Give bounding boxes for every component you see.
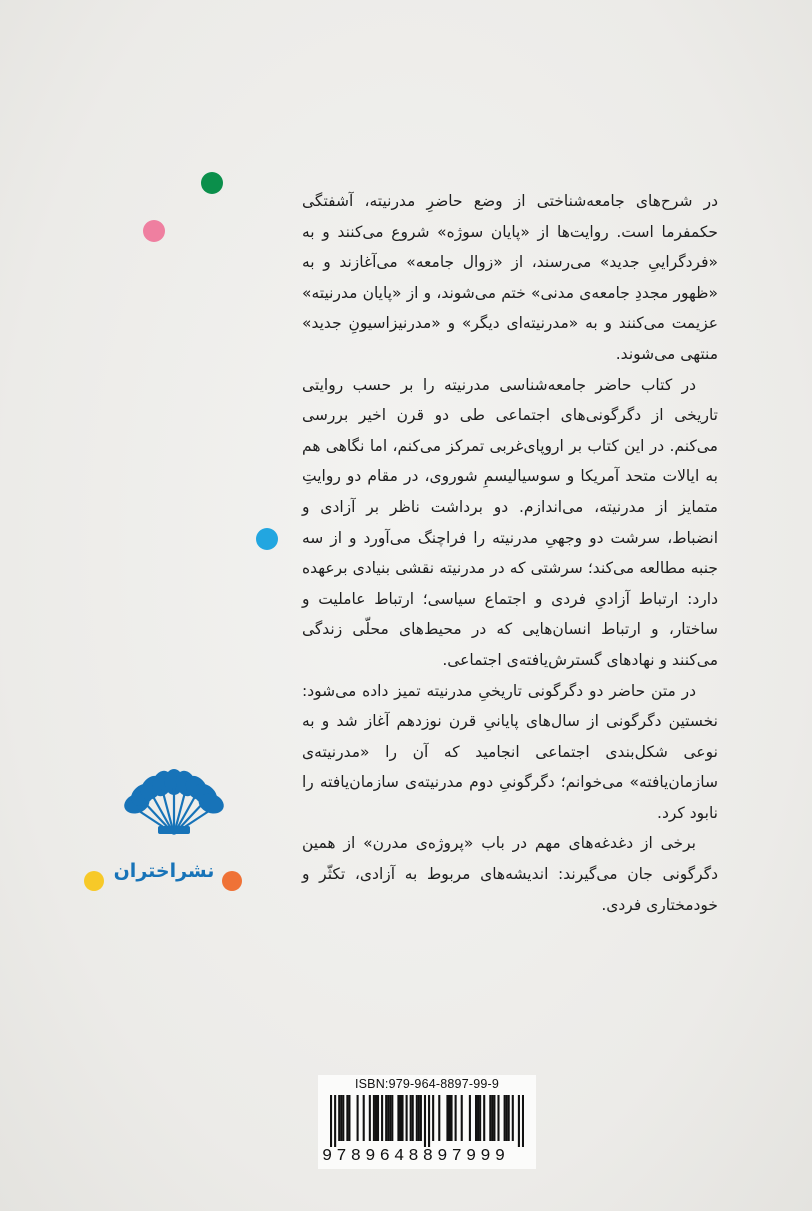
barcode-bar xyxy=(399,1095,401,1141)
barcode-bar xyxy=(412,1095,414,1141)
publisher-logo-icon xyxy=(118,762,230,838)
barcode-bar xyxy=(410,1095,412,1141)
barcode-bar xyxy=(338,1095,340,1141)
isbn-text: ISBN:979-964-8897-99-9 xyxy=(354,1077,500,1091)
barcode-bar xyxy=(381,1095,383,1141)
blurb-paragraph: در متن حاضر دو دگرگونی تاریخیِ مدرنیته تمیز داده می‌شود: نخستین دگرگونی از سال‌های پایانیِ قرن نوزدهم آغاز شد و به نوعی شکل‌بندی اجتماعی انجامید که آن را «مدرنیته‌ی سازمان‌یافته» می‌خوانم؛ دگرگونیِ دوم مدرنیته‌ی سازمان‌یافته را نابود کرد. xyxy=(302,681,718,822)
barcode-bar xyxy=(389,1095,391,1141)
barcode-bar xyxy=(497,1095,499,1141)
barcode-bar xyxy=(489,1095,491,1141)
barcode-bar xyxy=(508,1095,510,1141)
blurb-paragraph: برخی از دغدغه‌های مهم در باب «پروژه‌ی مدرن» از همین دگرگونی جان می‌گیرند: اندیشه‌های مربوط به آزادی، تکثّر و خودمختاری فردی. xyxy=(302,834,718,914)
barcode-bar xyxy=(334,1095,336,1147)
barcode-bar xyxy=(428,1095,430,1147)
barcode-bar xyxy=(416,1095,418,1141)
blurb-paragraph: در شرح‌های جامعه‌شناختی از وضع حاضرِ مدرنیته، آشفتگی حکمفرما است. روایت‌ها از «پایان سوژه» شروع می‌کنند و به «فردگراییِ جدید» می‌رسند، از «زوال جامعه» می‌آغازند و به «ظهور مجددِ جامعه‌ی مدنی» ختم می‌شوند، و از «پایان مدرنیته» عزیمت می‌کنند و به «مدرنیته‌ای دیگر» و «مدرنیزاسیونِ جدید» منتهی می‌شوند. xyxy=(302,192,718,363)
barcode-bar xyxy=(461,1095,463,1141)
barcode-bar xyxy=(342,1095,344,1141)
barcode-bar xyxy=(418,1095,420,1141)
barcode-bar xyxy=(491,1095,493,1141)
barcode-bar xyxy=(406,1095,408,1141)
barcode-bar xyxy=(477,1095,479,1141)
barcode-bar xyxy=(475,1095,477,1141)
isbn-barcode-label xyxy=(318,1075,536,1169)
barcode-bar xyxy=(375,1095,377,1141)
barcode-digits: 9789648897999 xyxy=(322,1147,510,1166)
barcode-bar xyxy=(346,1095,348,1141)
barcode-bar xyxy=(479,1095,481,1141)
blue-dot xyxy=(256,528,278,550)
barcode-bar xyxy=(506,1095,508,1141)
barcode-bar xyxy=(455,1095,457,1141)
barcode-bar xyxy=(504,1095,506,1141)
barcode-bar xyxy=(391,1095,393,1141)
publisher-name: نشراختران xyxy=(113,860,215,882)
barcode-bar xyxy=(483,1095,485,1141)
barcode-bar xyxy=(512,1095,514,1141)
barcode-bar xyxy=(387,1095,389,1141)
green-dot xyxy=(201,172,223,194)
barcode xyxy=(330,1095,524,1147)
barcode-bar xyxy=(420,1095,422,1141)
blurb-text xyxy=(302,186,718,920)
barcode-bar xyxy=(446,1095,448,1141)
barcode-bar xyxy=(330,1095,332,1147)
barcode-bar xyxy=(340,1095,342,1141)
barcode-bar xyxy=(348,1095,350,1141)
barcode-bar xyxy=(448,1095,450,1141)
barcode-bar xyxy=(522,1095,524,1147)
barcode-bar xyxy=(450,1095,452,1141)
barcode-bar xyxy=(432,1095,434,1141)
pink-dot xyxy=(143,220,165,242)
blurb-paragraph: در کتاب حاضر جامعه‌شناسی مدرنیته را بر حسب روایتی تاریخی از دگرگونی‌های اجتماعی طی دو قرن اخیر بررسی می‌کنم. در این کتاب بر اروپای‌غربی تمرکز می‌کنم، اما نگاهی هم به ایالات متحد آمریکا و سوسیالیسمِ شوروی، در مقام دو روایتِ متمایز از مدرنیته، می‌اندازم. دو برداشت ناظر بر آزادی و انضباط، سرشت دو وجهیِ مدرنیته را فراچنگ می‌آورد و از سه جنبه مطالعه می‌کند؛ سرشتی که در مدرنیته نقشی بنیادی برعهده دارد: ارتباط آزادیِ فردی و اجتماع سیاسی؛ ارتباط عاملیت و ساختار، و ارتباط انسان‌هایی که در محیط‌های محلّی زندگی می‌کنند و نهادهای گسترش‌یافته‌ی اجتماعی. xyxy=(302,375,718,669)
barcode-bar xyxy=(401,1095,403,1141)
barcode-bar xyxy=(385,1095,387,1141)
barcode-bar xyxy=(438,1095,440,1141)
barcode-bar xyxy=(357,1095,359,1141)
barcode-bar xyxy=(518,1095,520,1147)
barcode-bar xyxy=(397,1095,399,1141)
barcode-bar xyxy=(373,1095,375,1141)
barcode-bar xyxy=(369,1095,371,1141)
barcode-bar xyxy=(469,1095,471,1141)
barcode-bar xyxy=(363,1095,365,1141)
logo-base xyxy=(158,826,190,834)
barcode-bar xyxy=(377,1095,379,1141)
barcode-bar xyxy=(493,1095,495,1141)
barcode-bar xyxy=(424,1095,426,1147)
